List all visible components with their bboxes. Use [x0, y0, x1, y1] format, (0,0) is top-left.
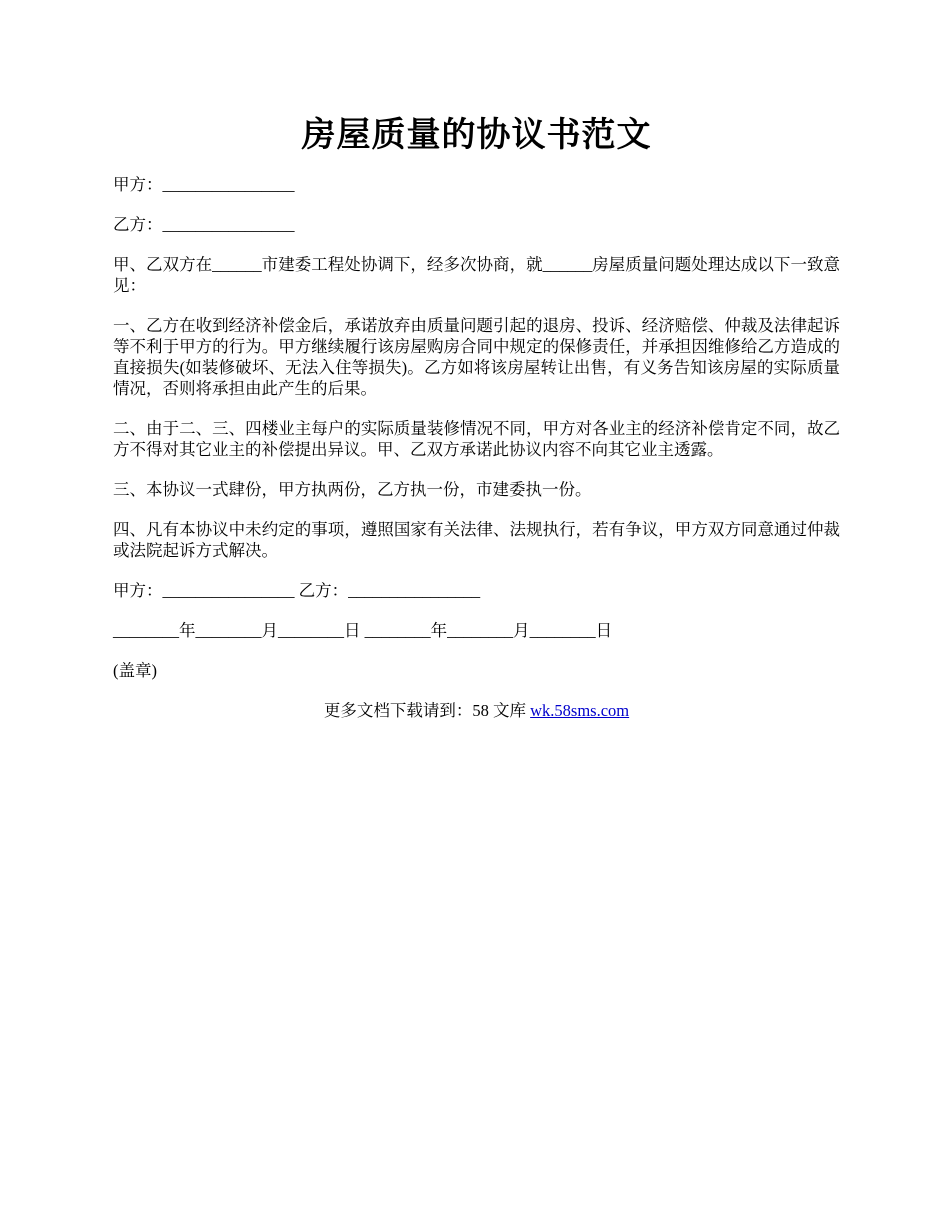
intro-paragraph: 甲、乙双方在______市建委工程处协调下，经多次协商，就______房屋质量问题处理达成以下一致意见：: [113, 255, 840, 295]
document-page: [113, 110, 840, 721]
download-footer: [113, 700, 840, 721]
footer-link[interactable]: wk.58sms.com: [530, 701, 630, 720]
party-b-line: 乙方：________________: [113, 215, 295, 234]
date-line: ________年________月________日 ________年________月________日: [113, 621, 613, 640]
seal-note: (盖章): [113, 661, 157, 680]
document-title: 房屋质量的协议书范文: [301, 117, 652, 154]
clause-4: 四、凡有本协议中未约定的事项，遵照国家有关法律、法规执行，若有争议，甲方双方同意通过仲裁或法院起诉方式解决。: [113, 520, 840, 560]
signature-line: 甲方：________________ 乙方：________________: [113, 581, 481, 600]
clause-2: 二、由于二、三、四楼业主每户的实际质量装修情况不同，甲方对各业主的经济补偿肯定不同，故乙方不得对其它业主的补偿提出异议。甲、乙双方承诺此协议内容不向其它业主透露。: [113, 419, 840, 459]
party-a-line: 甲方：________________: [113, 175, 295, 194]
footer-text: 更多文档下载请到：58 文库: [323, 701, 531, 720]
clause-1: 一、乙方在收到经济补偿金后，承诺放弃由质量问题引起的退房、投诉、经济赔偿、仲裁及法律起诉等不利于甲方的行为。甲方继续履行该房屋购房合同中规定的保修责任，并承担因维修给乙方造成的直接损失(如装修破坏、无法入住等损失)。乙方如将该房屋转让出售，有义务告知该房屋的实际质量情况，否则将承担由此产生的后果。: [113, 316, 840, 398]
clause-3: 三、本协议一式肆份，甲方执两份，乙方执一份，市建委执一份。: [113, 480, 592, 499]
